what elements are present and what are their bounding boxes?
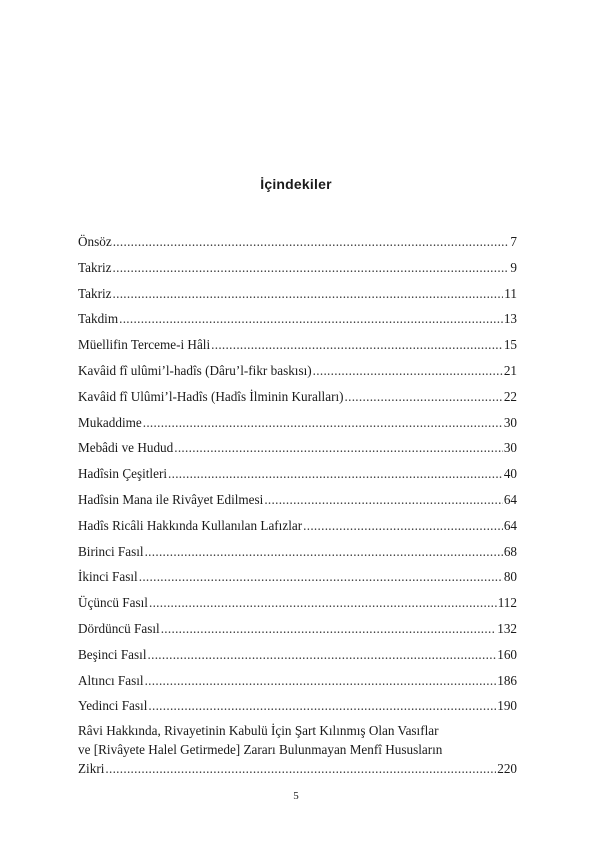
dot-leader [161, 616, 497, 642]
toc-entry-ravi[interactable] [78, 721, 517, 778]
toc-page-number: 220 [497, 761, 517, 777]
toc-entry-label: Altıncı Fasıl [78, 672, 144, 688]
toc-entry[interactable] [78, 616, 517, 642]
toc-entry[interactable] [78, 229, 517, 255]
dot-leader [174, 435, 503, 461]
toc-entry[interactable] [78, 332, 517, 358]
toc-page-number: 15 [503, 337, 517, 353]
toc-entry-label: Birinci Fasıl [78, 543, 144, 559]
dot-leader [313, 358, 503, 384]
dot-leader [113, 255, 510, 281]
toc-entry-label: Yedinci Fasıl [78, 698, 148, 714]
dot-leader [105, 759, 496, 778]
dot-leader [148, 642, 497, 668]
toc-entry[interactable] [78, 255, 517, 281]
dot-leader [148, 693, 496, 719]
dot-leader [149, 590, 497, 616]
toc-page-number: 64 [503, 517, 517, 533]
dot-leader [145, 539, 503, 565]
toc-page-number: 64 [503, 491, 517, 507]
toc-entry[interactable] [78, 513, 517, 539]
toc-page-number: 160 [497, 646, 517, 662]
toc-entry-line: ve [Rivâyete Halel Getirmede] Zararı Bulunmayan Menfî Hususların [78, 742, 443, 758]
toc-page-number: 11 [504, 285, 517, 301]
toc-page-number: 68 [503, 543, 517, 559]
toc-entry-line: Zikri [78, 761, 105, 777]
dot-leader [168, 461, 503, 487]
toc-entry-label: İkinci Fasıl [78, 569, 138, 585]
dot-leader [113, 229, 510, 255]
dot-leader [264, 487, 502, 513]
toc-page-number: 112 [497, 595, 517, 611]
toc-page-number: 80 [503, 569, 517, 585]
toc-entry-label: Kavâid fî ulûmi’l-hadîs (Dâru’l-fikr baskısı) [78, 362, 312, 378]
toc-entry-label: Önsöz [78, 234, 112, 249]
dot-leader [145, 668, 497, 694]
dot-leader [113, 281, 504, 307]
toc-entry[interactable] [78, 461, 517, 487]
dot-leader [303, 513, 503, 539]
toc-entry[interactable] [78, 642, 517, 668]
toc-entry[interactable] [78, 410, 517, 436]
toc-page-number: 30 [503, 414, 517, 430]
toc-entry-label: Mukaddime [78, 414, 142, 430]
toc-page-number: 190 [497, 698, 517, 714]
toc-entry-label: Kavâid fî Ulûmi’l-Hadîs (Hadîs İlminin Kuralları) [78, 388, 344, 404]
page-number: 5 [293, 790, 299, 802]
toc-page-number: 30 [503, 440, 517, 456]
dot-leader [119, 306, 503, 332]
toc-entry-label: Dördüncü Fasıl [78, 620, 160, 636]
toc-entry[interactable] [78, 384, 517, 410]
dot-leader [139, 564, 503, 590]
toc-entry-label: Takriz [78, 259, 112, 275]
toc-page-number: 7 [510, 234, 517, 249]
toc-page-number: 21 [503, 362, 517, 378]
toc-entry[interactable] [78, 487, 517, 513]
toc-page-number: 22 [503, 388, 517, 404]
toc-page-number: 40 [503, 466, 517, 482]
toc-entry-label: Takdim [78, 311, 119, 327]
toc-entry-label: Takriz [78, 285, 112, 301]
toc-entry[interactable] [78, 693, 517, 719]
dot-leader [211, 332, 503, 358]
toc-entry[interactable] [78, 564, 517, 590]
toc-entry-label: Beşinci Fasıl [78, 646, 147, 662]
toc-page-number: 186 [497, 672, 517, 688]
toc-page-number: 132 [497, 620, 517, 636]
toc-entry[interactable] [78, 306, 517, 332]
toc-page-number: 9 [510, 259, 517, 275]
dot-leader [345, 384, 503, 410]
toc-entry[interactable] [78, 539, 517, 565]
toc-entry-line: Râvi Hakkında, Rivayetinin Kabulü İçin Şart Kılınmış Olan Vasıflar [78, 723, 439, 739]
toc-page-number: 13 [503, 311, 517, 327]
toc-entry[interactable] [78, 281, 517, 307]
toc-entry[interactable] [78, 435, 517, 461]
dot-leader [143, 410, 503, 436]
toc-title: İçindekiler [260, 176, 332, 192]
toc-entry[interactable] [78, 358, 517, 384]
table-of-contents [78, 229, 517, 778]
toc-entry-label: Hadîs Ricâli Hakkında Kullanılan Lafızlar [78, 517, 303, 533]
toc-entry-label: Mebâdi ve Hudud [78, 440, 174, 456]
toc-entry-label: Üçüncü Fasıl [78, 595, 148, 611]
toc-entry[interactable] [78, 668, 517, 694]
toc-entry-label: Müellifin Terceme-i Hâli [78, 337, 211, 353]
toc-entry-label: Hadîsin Mana ile Rivâyet Edilmesi [78, 491, 264, 507]
toc-entry-label: Hadîsin Çeşitleri [78, 466, 168, 482]
toc-entry[interactable] [78, 590, 517, 616]
